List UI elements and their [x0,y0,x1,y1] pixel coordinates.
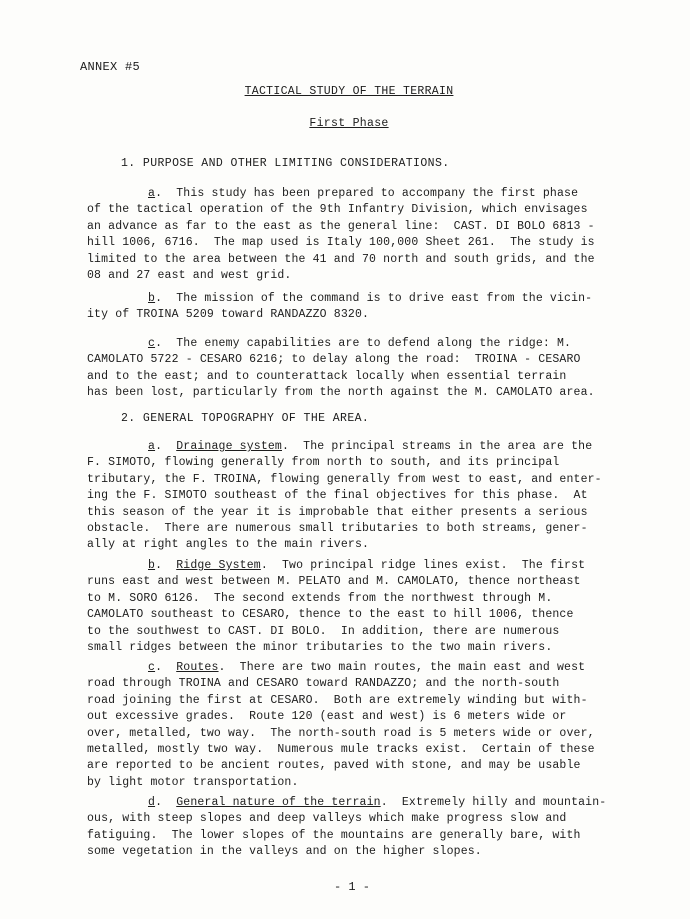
section-1-paragraph-c [87,336,617,402]
paragraph-line: over, metalled, two way. The north-south road is 5 meters wide or over, [87,726,595,740]
section-2-paragraph-d [87,795,617,861]
page-number: - 1 - [333,880,370,894]
paragraph-line: d. General nature of the terrain. Extremely hilly and mountain- [148,796,607,809]
paragraph-letter: d [148,796,156,809]
section-2-paragraph-c [87,660,617,791]
paragraph-line: runs east and west between M. PELATO and M. CAMOLATO, thence northeast [87,575,581,589]
paragraph-line: ally at right angles to the main rivers. [87,538,370,552]
paragraph-title: Drainage system [176,440,282,453]
paragraph-line: to the southwest to CAST. DI BOLO. In addition, there are numerous [87,624,560,638]
paragraph-line: c. Routes. There are two main routes, the main east and west [148,661,586,674]
section-2-paragraph-b [87,558,617,656]
paragraph-line: and to the east; and to counterattack locally when essential terrain [87,369,567,383]
paragraph-line: F. SIMOTO, flowing generally from north to south, and its principal [87,456,560,470]
paragraph-line: b. The mission of the command is to drive east from the vicin- [148,292,593,305]
paragraph-line: limited to the area between the 41 and 70 north and south grids, and the [87,252,595,266]
paragraph-title: General nature of the terrain [176,796,381,809]
paragraph-letter: c [148,661,156,674]
section-1-paragraph-b [87,291,617,324]
paragraph-letter: a [148,187,156,200]
paragraph-line: road through TROINA and CESARO toward RANDAZZO; and the north-south [87,677,560,691]
paragraph-line: small ridges between the minor tributaries to the two main rivers. [87,641,553,655]
paragraph-line: CAMOLATO southeast to CESARO, thence to the east to hill 1006, thence [87,608,574,622]
paragraph-line: road joining the first at CESARO. Both are extremely winding but with- [87,693,588,707]
paragraph-line: tributary, the F. TROINA, flowing generally from west to east, and enter- [87,472,602,486]
paragraph-title: Routes [176,661,219,674]
paragraph-line: out excessive grades. Route 120 (east and west) is 6 meters wide or [87,710,567,724]
paragraph-line: b. Ridge System. Two principal ridge lines exist. The first [148,559,586,572]
paragraph-line: of the tactical operation of the 9th Infantry Division, which envisages [87,203,588,217]
paragraph-line: a. This study has been prepared to accompany the first phase [148,187,579,200]
section-2-paragraph-a [87,439,617,554]
paragraph-line: to M. SORO 6126. The second extends from the northwest through M. [87,591,553,605]
paragraph-line: an advance as far to the east as the general line: CAST. DI BOLO 6813 - [87,219,595,233]
paragraph-line: ity of TROINA 5209 toward RANDAZZO 8320. [87,308,370,322]
section-1-heading: 1. PURPOSE AND OTHER LIMITING CONSIDERATIONS. [121,157,450,170]
paragraph-line: CAMOLATO 5722 - CESARO 6216; to delay along the road: TROINA - CESARO [87,353,581,367]
paragraph-line: metalled, mostly two way. Numerous mule tracks exist. Certain of these [87,743,595,757]
paragraph-line: obstacle. There are numerous small tributaries to both streams, gener- [87,522,588,536]
paragraph-title: Ridge System [176,559,261,572]
document-subtitle: First Phase [309,117,389,130]
paragraph-line: some vegetation in the valleys and on the higher slopes. [87,845,482,859]
paragraph-line: hill 1006, 6716. The map used is Italy 100,000 Sheet 261. The study is [87,236,595,250]
paragraph-line: has been lost, particularly from the north against the M. CAMOLATO area. [87,386,595,400]
paragraph-line: are reported to be ancient routes, paved with stone, and may be usable [87,759,581,773]
document-title: TACTICAL STUDY OF THE TERRAIN [244,85,454,98]
paragraph-line: ous, with steep slopes and deep valleys which make progress slow and [87,812,567,826]
paragraph-line: this season of the year it is improbable that either presents a serious [87,505,588,519]
section-1-paragraph-a [87,186,617,284]
paragraph-letter: b [148,292,156,305]
paragraph-line: a. Drainage system. The principal streams in the area are the [148,440,593,453]
section-2-heading: 2. GENERAL TOPOGRAPHY OF THE AREA. [121,412,370,425]
paragraph-line: by light motor transportation. [87,775,299,789]
paragraph-line: 08 and 27 east and west grid. [87,269,292,283]
paragraph-letter: b [148,559,156,572]
paragraph-line: ing the F. SIMOTO southeast of the final objectives for this phase. At [87,489,588,503]
paragraph-line: c. The enemy capabilities are to defend along the ridge: M. [148,337,572,350]
annex-label: ANNEX #5 [80,60,141,74]
paragraph-letter: a [148,440,156,453]
paragraph-letter: c [148,337,156,350]
paragraph-line: fatiguing. The lower slopes of the mountains are generally bare, with [87,828,581,842]
